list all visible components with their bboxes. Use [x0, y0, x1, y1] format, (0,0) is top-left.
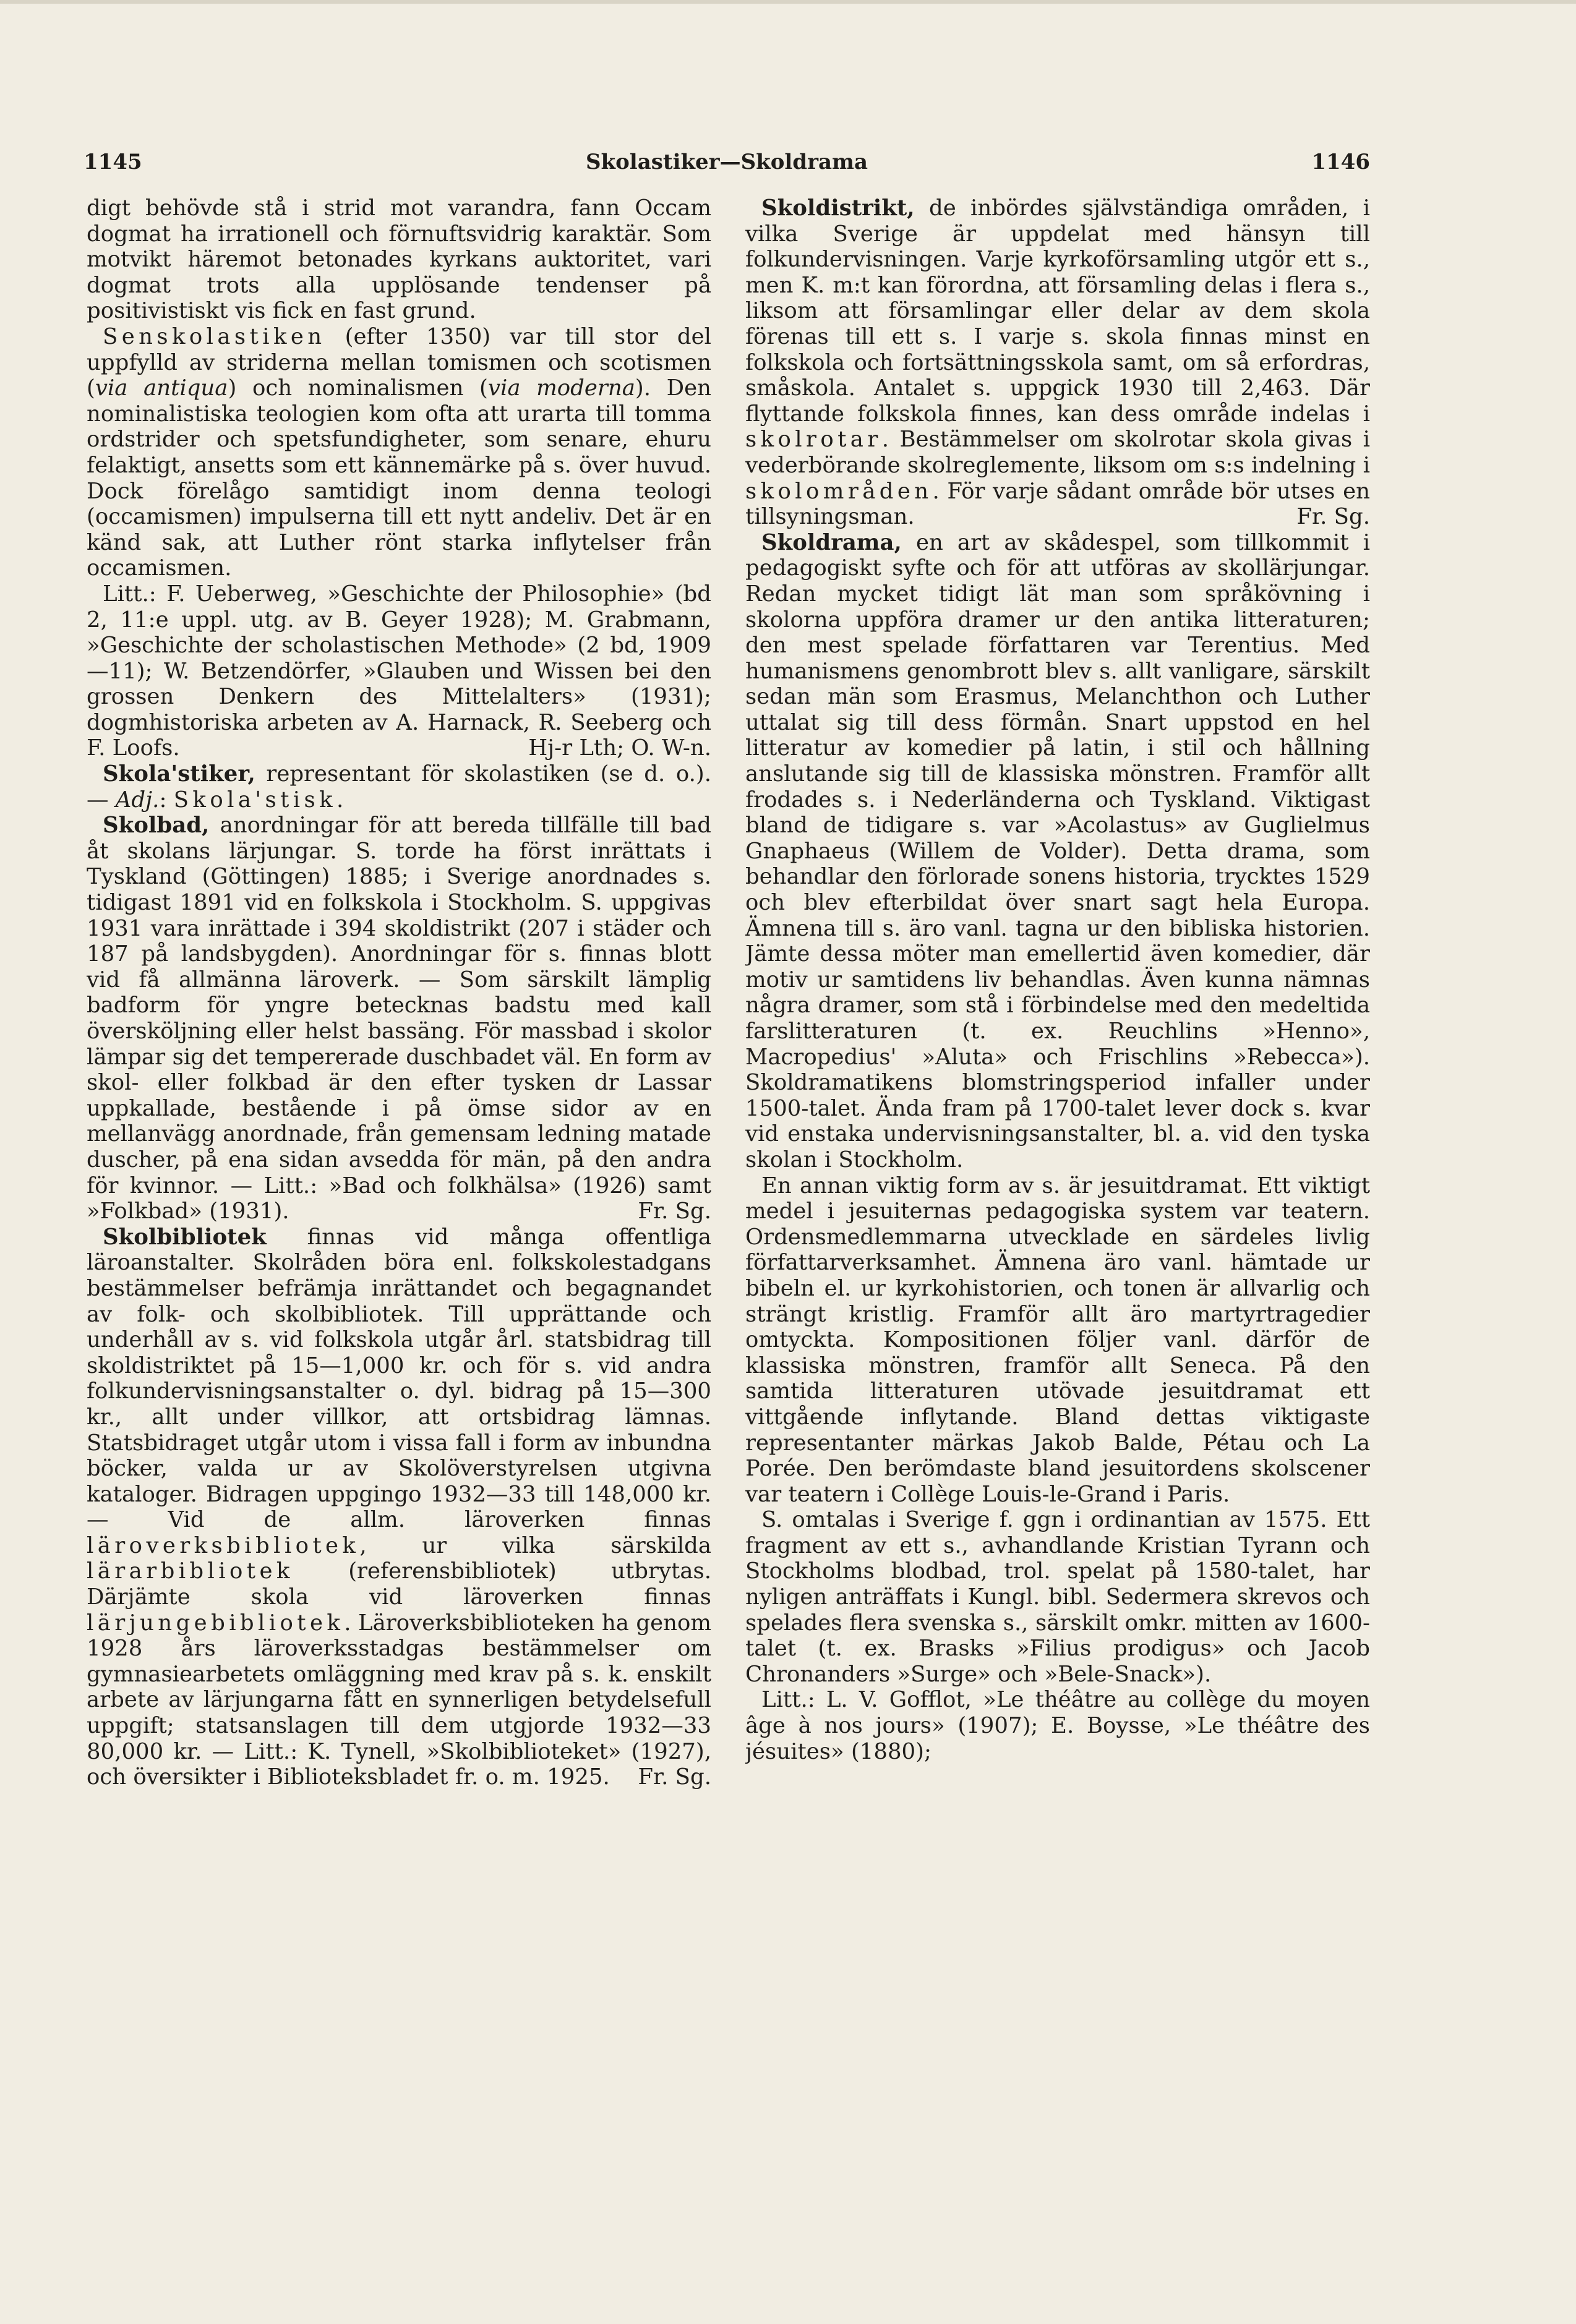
headword: Skolbad, [103, 813, 210, 839]
text-run: . Läroverksbiblioteken ha genom 1928 års läroverksstadgas bestämmelser om gymnasiearbetets omläggning med krav på s. k. enskilt arbete av lärjungarna fått en synnerligen betydelsefull uppgift; statsanslagen till dem utgjorde 1932—33 80,000 kr. — Litt.: K. Tynell, »Skolbiblioteket» (1927), och översikter i Biblioteksbladet fr. o. m. 1925. [87, 1610, 711, 1790]
text-run: . Bestämmelser om skolrotar skola givas i vederbörande skolreglemente, liksom om s:s indelning i [745, 427, 1370, 478]
text-run: Litt.: L. V. Gofflot, »Le théâtre au collège du moyen âge à nos jours» (1907); E. Boysse, »Le théâtre des jésuites» (1880); [745, 1687, 1370, 1764]
running-header [84, 143, 1370, 181]
spaced-term: Skola'stisk. [173, 787, 348, 813]
author-signature: Fr. Sg. [1296, 504, 1370, 530]
text-run: finnas vid många offentliga läroanstalter. Skolråden böra enl. folkskolestadgans bestämmelser befrämja inrättandet och begagnandet av folk- och skolbibliotek. Till upprättande och underhåll av s. vid folkskola utgår årl. statsbidrag till skoldistriktet på 15—1,000 kr. och för s. vid andra folkundervisningsanstalter o. dyl. bidrag på 15—300 kr., allt under villkor, att ortsbidrag lämnas. Statsbidraget utgår utom i vissa fall i form av inbundna böcker, valda ur av Skolöverstyrelsen utgivna kataloger. Bidragen uppgingo 1932—33 till 148,000 kr. — Vid de allm. läroverken finnas [87, 1224, 711, 1533]
spaced-term: Senskolastiken [103, 323, 326, 349]
article-paragraph [87, 813, 711, 1224]
text-run: S. omtalas i Sverige f. ggn i ordinantian av 1575. Ett fragment av ett s., avhandlande Kristian Tyrann och Stockholms blodbad, trol. spelat på 1580-talet, har nyligen anträffats i Kungl. bibl. Sedermera skrevos och spelades flera svenska s., särskilt omkr. mitten av 1600-talet (t. ex. Brasks »Filius prodigus» och Jacob Chronanders »Surge» och »Bele-Snack»). [745, 1507, 1370, 1687]
article-paragraph [745, 1507, 1370, 1687]
text-run: de inbördes självständiga områden, i vilka Sverige är uppdelat med hänsyn till folkundervisningen. Varje kyrkoförsamling utgör ett s., men K. m:t kan förordna, att församling delas i flera s., liksom att församlingar eller delar av dem skola förenas till ett s. I varje s. skola finnas minst en folkskola och fortsättningsskola samt, om så erfordras, småskola. Antalet s. uppgick 1930 till 2,463. Där flyttande folkskola finnes, kan dess område indelas i [745, 195, 1370, 427]
article-paragraph [745, 195, 1370, 530]
text-run: En annan viktig form av s. är jesuitdramat. Ett viktigt medel i jesuiternas pedagogiska system var teatern. Ordensmedlemmarna utvecklade en särdeles livlig författarverksamhet. Ämnena äro vanl. hämtade ur bibeln el. ur kyrkohistorien, och tonen är allvarlig och strängt kristlig. Framför allt äro martyrtragedier omtyckta. Kompositionen följer vanl. därför de klassiska mönstren, framför allt Seneca. På den samtida litteraturen utövade jesuitdramat ett vittgående inflytande. Bland dettas viktigaste representanter märkas Jakob Balde, Pétau och La Porée. Den berömdaste bland jesuitordens skolscener var teatern i Collège Louis-le-Grand i Paris. [745, 1173, 1370, 1507]
text-run: . För varje sådant område bör utses en tillsyningsman. [745, 478, 1370, 530]
page-top-edge [0, 0, 1576, 4]
italic-term: via antiqua [95, 375, 228, 401]
text-run: anordningar för att bereda tillfälle till bad åt skolans lärjungar. S. torde ha först inrättats i Tyskland (Göttingen) 1885; i Sverige anordnades s. tidigast 1891 vid en folkskola i Stockholm. S. uppgivas 1931 vara inrättade i 394 skoldistrikt (207 i städer och 187 på landsbygden). Anordningar för s. finnas blott vid få allmänna läroverk. — Som särskilt lämplig badform för yngre betecknas badstu med kall översköljning eller helst bassäng. För massbad i skolor lämpar sig det tempererade duschbadet väl. En form av skol- eller folkbad är den efter tysken dr Lassar uppkallade, bestående i på ömse sidor av en mellanvägg anordnade, från gemensam ledning matade duscher, på ena sidan avsedda för män, på den andra för kvinnor. — Litt.: »Bad och folkhälsa» (1926) samt »Folkbad» (1931). [87, 813, 711, 1224]
text-run: (referensbibliotek) utbrytas. Därjämte skola vid läroverken finnas [87, 1558, 711, 1610]
author-signature: Fr. Sg. [638, 1198, 711, 1224]
literature-paragraph [745, 1687, 1370, 1764]
headword: Skoldrama, [761, 529, 902, 555]
headword: Skola'stiker, [103, 761, 255, 787]
headword: Skolbibliotek [103, 1224, 267, 1250]
spaced-term: skolrotar [745, 427, 882, 453]
author-signature: Hj-r Lth; O. W-n. [528, 735, 711, 761]
headword: Skoldistrikt, [761, 195, 915, 221]
text-run: ). Den nominalistiska teologien kom ofta att urarta till tomma ordstrider och spetsfundigheter, som senare, ehuru felaktigt, ansetts som ett kännemärke på s. över huvud. Dock förelågo samtidigt inom denna teologi (occamismen) impulserna till ett nytt andeliv. Det är en känd sak, att Luther rönt starka inflytelser från occamismen. [87, 375, 711, 581]
italic-term: Adj. [115, 787, 160, 813]
spaced-term: lärarbibliotek [87, 1558, 294, 1584]
article-paragraph [87, 195, 711, 324]
article-paragraph [745, 530, 1370, 1173]
text-run: representant för skolastiken (se d. o.). — [87, 761, 711, 813]
spaced-term: skolområden [745, 478, 933, 504]
text-run: digt behövde stå i strid mot varandra, fann Occam dogmat ha irrationell och förnuftsvidrig karaktär. Som motvikt häremot betonades kyrkans auktoritet, vari dogmat trots alla upplösande tendenser på positivistiskt vis fick en fast grund. [87, 195, 711, 324]
article-paragraph [87, 324, 711, 581]
page-number-left: 1145 [84, 150, 142, 174]
text-run: (efter 1350) var till stor del uppfylld av striderna mellan tomismen och scotismen ( [87, 323, 711, 401]
text-run: ) och nominalismen ( [228, 375, 488, 401]
literature-paragraph [87, 581, 711, 761]
text-run: , ur vilka särskilda [359, 1532, 711, 1558]
running-title: Skolastiker—Skoldrama [585, 150, 868, 174]
spaced-term: lärjungebibliotek [87, 1610, 345, 1636]
author-signature: Fr. Sg. [638, 1764, 711, 1790]
text-run: : [159, 787, 174, 813]
text-run: Litt.: F. Ueberweg, »Geschichte der Philosophie» (bd 2, 11:e uppl. utg. av B. Geyer 1928); M. Grabmann, »Geschichte der scholastischen Methode» (2 bd, 1909—11); W. Betzendörfer, »Glauben und Wissen bei den grossen Denkern des Mittelalters» (1931); dogmhistoriska arbeten av A. Harnack, R. Seeberg och F. Loofs. [87, 581, 711, 761]
article-paragraph [87, 761, 711, 813]
page-number-right: 1146 [1311, 150, 1370, 174]
text-run: en art av skådespel, som tillkommit i pedagogiskt syfte och för att utföras av skollärjungar. Redan mycket tidigt lät man som språkövning i skolorna uppföra dramer ur den antika litteraturen; den mest spelade författaren var Terentius. Med humanismens genombrott blev s. allt vanligare, särskilt sedan män som Erasmus, Melanchthon och Luther uttalat sig till dess förmån. Snart uppstod en hel litteratur av komedier på latin, i stil och hållning anslutande sig till de klassiska mönstren. Framför allt frodades s. i Nederländerna och Tyskland. Viktigast bland de tidigare s. var »Acolastus» av Guglielmus Gnaphaeus (Willem de Volder). Detta drama, som behandlar den förlorade sonens historia, trycktes 1529 och blev efterbildat över snart sagt hela Europa. Ämnena till s. äro vanl. tagna ur den bibliska historien. Jämte dessa möter man emellertid även komedier, där motiv ur samtidens liv behandlas. Även kunna nämnas några dramer, som stå i förbindelse med den medeltida farslitteraturen (t. ex. Reuchlins »Henno», Macropedius' »Aluta» och Frischlins »Rebecca»). Skoldramatikens blomstringsperiod infaller under 1500-talet. Ända fram på 1700-talet lever dock s. kvar vid enstaka undervisningsanstalter, bl. a. vid den tyska skolan i Stockholm. [745, 529, 1370, 1173]
article-paragraph [87, 1224, 711, 1790]
right-column [745, 195, 1370, 2261]
article-paragraph [745, 1173, 1370, 1508]
spaced-term: läroverksbibliotek [87, 1532, 360, 1558]
left-column [87, 195, 711, 2261]
italic-term: via moderna [487, 375, 635, 401]
